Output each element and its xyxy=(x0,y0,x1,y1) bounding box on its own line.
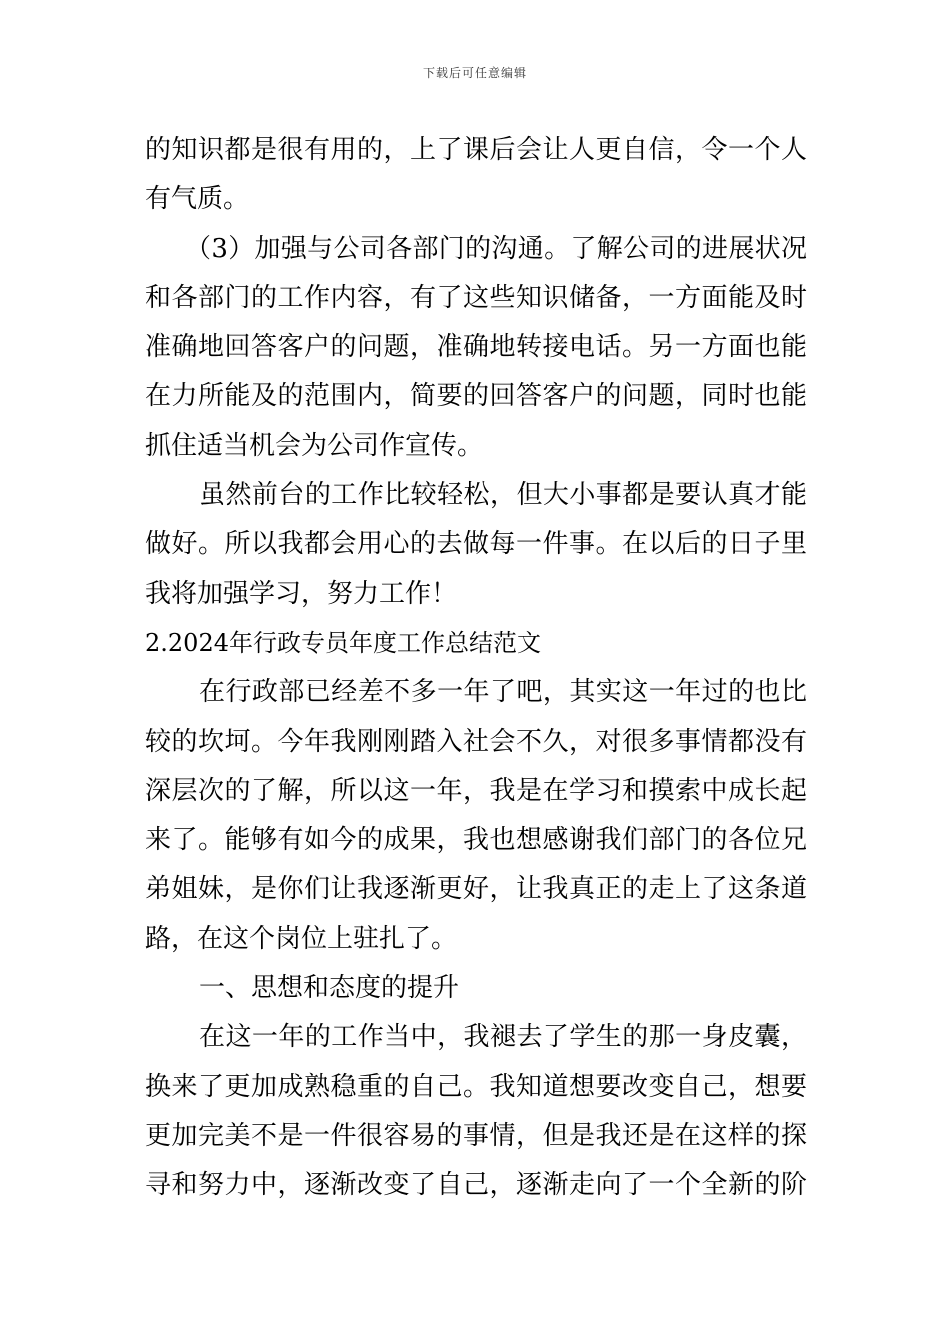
paragraph-line: 我将加强学习，努力工作！ xyxy=(145,578,458,609)
paragraph-line: 路，在这个岗位上驻扎了。 xyxy=(145,923,458,954)
section-heading: 2.2024年行政专员年度工作总结范文 xyxy=(145,628,541,657)
paragraph-line: 弟姐妹，是你们让我逐渐更好，让我真正的走上了这条道 xyxy=(145,874,807,905)
paragraph-line: 较的坎坷。今年我刚刚踏入社会不久，对很多事情都没有 xyxy=(145,726,807,757)
paragraph-line: 做好。所以我都会用心的去做每一件事。在以后的日子里 xyxy=(145,529,807,560)
subsection-heading: 一、思想和态度的提升 xyxy=(199,973,460,1004)
paragraph-line: 在这一年的工作当中，我褪去了学生的那一身皮囊， xyxy=(199,1022,807,1053)
paragraph-line: 寻和努力中，逐渐改变了自己，逐渐走向了一个全新的阶 xyxy=(145,1170,807,1201)
document-body xyxy=(145,126,807,1211)
paragraph-line: 和各部门的工作内容，有了这些知识储备，一方面能及时 xyxy=(145,282,807,313)
paragraph-line: 更加完美不是一件很容易的事情，但是我还是在这样的探 xyxy=(145,1120,807,1151)
paragraph-line: （3）加强与公司各部门的沟通。了解公司的进展状况 xyxy=(185,233,807,264)
page-header: 下载后可任意编辑 xyxy=(422,66,527,80)
paragraph-line: 换来了更加成熟稳重的自己。我知道想要改变自己，想要 xyxy=(145,1071,807,1102)
paragraph-line: 虽然前台的工作比较轻松，但大小事都是要认真才能 xyxy=(199,480,807,511)
paragraph-line: 有气质。 xyxy=(145,184,250,215)
paragraph-line: 抓住适当机会为公司作宣传。 xyxy=(145,430,484,461)
paragraph-line: 准确地回答客户的问题，准确地转接电话。另一方面也能 xyxy=(145,332,807,363)
paragraph-line: 的知识都是很有用的，上了课后会让人更自信，令一个人 xyxy=(145,135,807,165)
paragraph-line: 在力所能及的范围内，简要的回答客户的问题，同时也能 xyxy=(145,381,807,412)
paragraph-line: 在行政部已经差不多一年了吧，其实这一年过的也比 xyxy=(199,677,807,708)
paragraph-line: 深层次的了解，所以这一年，我是在学习和摸索中成长起 xyxy=(145,775,807,806)
paragraph-line: 来了。能够有如今的成果，我也想感谢我们部门的各位兄 xyxy=(145,825,807,856)
